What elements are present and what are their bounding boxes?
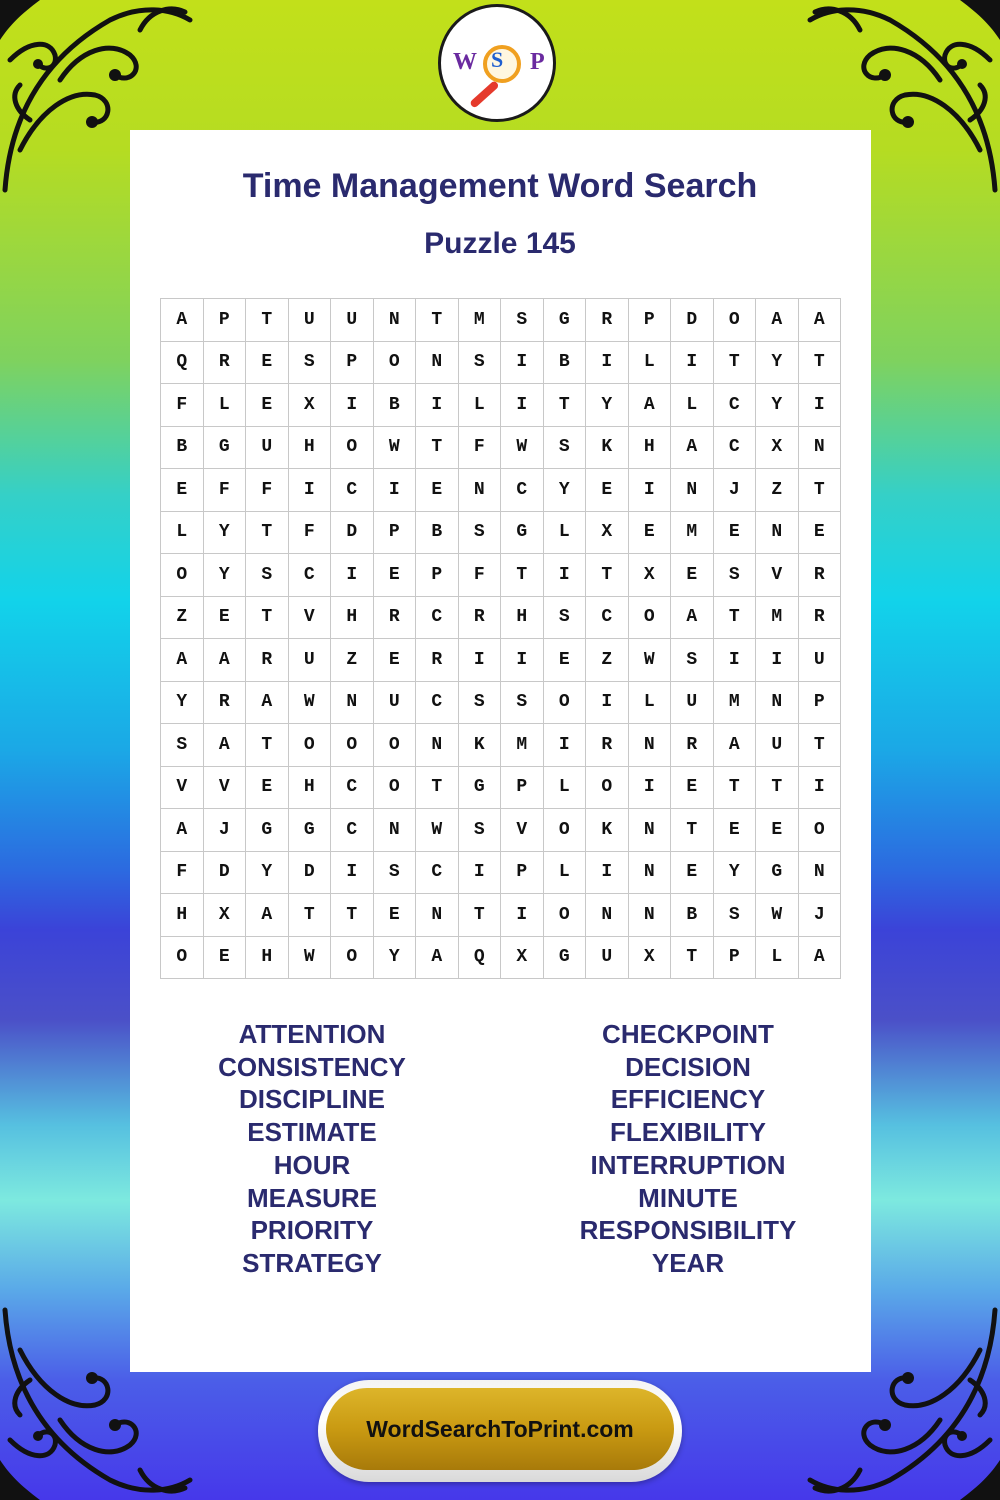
word-list-item: MINUTE: [638, 1182, 738, 1213]
grid-cell: U: [799, 639, 842, 682]
grid-cell: I: [331, 384, 374, 427]
grid-cell: T: [246, 299, 289, 342]
grid-cell: C: [714, 427, 757, 470]
grid-cell: W: [374, 427, 417, 470]
grid-cell: X: [629, 937, 672, 980]
grid-cell: W: [756, 894, 799, 937]
grid-cell: I: [629, 469, 672, 512]
grid-cell: U: [671, 682, 714, 725]
grid-cell: W: [416, 809, 459, 852]
grid-cell: I: [799, 767, 842, 810]
grid-cell: I: [459, 852, 502, 895]
grid-cell: T: [799, 724, 842, 767]
grid-cell: U: [331, 299, 374, 342]
grid-cell: P: [629, 299, 672, 342]
grid-cell: L: [671, 384, 714, 427]
grid-cell: H: [331, 597, 374, 640]
grid-cell: L: [204, 384, 247, 427]
grid-cell: R: [459, 597, 502, 640]
grid-cell: C: [331, 469, 374, 512]
grid-cell: Z: [756, 469, 799, 512]
grid-cell: X: [289, 384, 332, 427]
grid-cell: E: [246, 342, 289, 385]
grid-cell: S: [459, 342, 502, 385]
grid-cell: Y: [204, 554, 247, 597]
grid-cell: E: [374, 639, 417, 682]
magnifier-handle-icon: [469, 80, 500, 109]
word-list-item: HOUR: [273, 1149, 351, 1180]
grid-cell: W: [629, 639, 672, 682]
grid-cell: R: [204, 682, 247, 725]
grid-cell: G: [246, 809, 289, 852]
grid-cell: E: [671, 767, 714, 810]
logo-letter-p: P: [530, 49, 545, 75]
grid-cell: J: [714, 469, 757, 512]
grid-cell: O: [374, 724, 417, 767]
page-title: Time Management Word Search: [242, 167, 758, 205]
word-list-item: CONSISTENCY: [218, 1051, 406, 1082]
grid-cell: N: [331, 682, 374, 725]
grid-cell: G: [459, 767, 502, 810]
grid-cell: N: [459, 469, 502, 512]
word-list-item: EFFICIENCY: [610, 1084, 766, 1115]
grid-cell: H: [289, 427, 332, 470]
grid-cell: A: [756, 299, 799, 342]
grid-cell: T: [671, 809, 714, 852]
grid-cell: G: [544, 299, 587, 342]
grid-cell: I: [289, 469, 332, 512]
grid-cell: R: [416, 639, 459, 682]
puzzle-number: Puzzle 145: [424, 227, 576, 260]
grid-cell: O: [331, 724, 374, 767]
grid-cell: I: [671, 342, 714, 385]
word-list-item: ATTENTION: [238, 1019, 386, 1049]
grid-cell: V: [289, 597, 332, 640]
grid-cell: Z: [586, 639, 629, 682]
grid-cell: Z: [331, 639, 374, 682]
grid-cell: P: [416, 554, 459, 597]
grid-cell: V: [161, 767, 204, 810]
grid-cell: A: [671, 597, 714, 640]
grid-cell: E: [416, 469, 459, 512]
grid-cell: B: [374, 384, 417, 427]
grid-cell: J: [204, 809, 247, 852]
grid-cell: T: [246, 512, 289, 555]
grid-cell: A: [161, 809, 204, 852]
word-list-item: PRIORITY: [250, 1215, 374, 1246]
grid-cell: S: [459, 809, 502, 852]
grid-cell: I: [544, 724, 587, 767]
grid-cell: S: [161, 724, 204, 767]
grid-cell: A: [671, 427, 714, 470]
grid-cell: T: [544, 384, 587, 427]
grid-cell: N: [416, 894, 459, 937]
grid-cell: O: [289, 724, 332, 767]
grid-cell: T: [799, 469, 842, 512]
grid-cell: F: [246, 469, 289, 512]
grid-cell: O: [331, 427, 374, 470]
grid-cell: H: [246, 937, 289, 980]
grid-cell: P: [799, 682, 842, 725]
grid-cell: L: [161, 512, 204, 555]
grid-cell: C: [416, 597, 459, 640]
grid-cell: L: [629, 682, 672, 725]
grid-cell: A: [799, 937, 842, 980]
grid-cell: T: [714, 597, 757, 640]
grid-cell: A: [161, 639, 204, 682]
grid-cell: M: [459, 299, 502, 342]
letter-grid: [160, 298, 841, 979]
grid-cell: A: [161, 299, 204, 342]
grid-cell: U: [246, 427, 289, 470]
grid-cell: P: [331, 342, 374, 385]
grid-cell: T: [459, 894, 502, 937]
word-list-left: [122, 1018, 502, 1280]
grid-cell: O: [161, 554, 204, 597]
grid-cell: J: [799, 894, 842, 937]
grid-cell: M: [756, 597, 799, 640]
grid-cell: E: [544, 639, 587, 682]
grid-cell: E: [246, 384, 289, 427]
grid-cell: E: [204, 937, 247, 980]
grid-cell: I: [629, 767, 672, 810]
grid-cell: S: [246, 554, 289, 597]
grid-cell: S: [459, 512, 502, 555]
grid-cell: P: [501, 852, 544, 895]
grid-cell: H: [501, 597, 544, 640]
grid-cell: O: [544, 809, 587, 852]
grid-cell: V: [204, 767, 247, 810]
grid-cell: T: [416, 767, 459, 810]
grid-cell: I: [501, 342, 544, 385]
wsp-logo: [438, 4, 556, 122]
grid-cell: T: [331, 894, 374, 937]
grid-cell: K: [586, 427, 629, 470]
grid-cell: C: [331, 767, 374, 810]
grid-cell: A: [246, 682, 289, 725]
grid-cell: F: [289, 512, 332, 555]
grid-cell: F: [161, 384, 204, 427]
grid-cell: I: [459, 639, 502, 682]
grid-cell: M: [714, 682, 757, 725]
grid-cell: T: [714, 767, 757, 810]
grid-cell: E: [586, 469, 629, 512]
grid-cell: S: [459, 682, 502, 725]
grid-cell: A: [204, 639, 247, 682]
grid-cell: S: [544, 427, 587, 470]
grid-cell: Y: [586, 384, 629, 427]
grid-cell: N: [671, 469, 714, 512]
grid-cell: R: [586, 299, 629, 342]
website-button-face[interactable]: [326, 1388, 674, 1470]
grid-cell: N: [799, 427, 842, 470]
grid-cell: S: [544, 597, 587, 640]
grid-cell: R: [799, 597, 842, 640]
word-list-item: INTERRUPTION: [590, 1149, 786, 1180]
grid-cell: B: [416, 512, 459, 555]
word-list-item: MEASURE: [246, 1182, 377, 1213]
grid-cell: G: [756, 852, 799, 895]
grid-cell: O: [331, 937, 374, 980]
word-list-item: STRATEGY: [242, 1247, 382, 1278]
grid-cell: U: [289, 299, 332, 342]
grid-cell: L: [629, 342, 672, 385]
grid-cell: E: [714, 512, 757, 555]
grid-cell: T: [246, 724, 289, 767]
grid-cell: S: [501, 299, 544, 342]
word-list-item: DISCIPLINE: [239, 1084, 385, 1115]
grid-cell: S: [501, 682, 544, 725]
grid-cell: T: [416, 427, 459, 470]
grid-cell: G: [289, 809, 332, 852]
grid-cell: L: [459, 384, 502, 427]
grid-cell: W: [501, 427, 544, 470]
grid-cell: S: [714, 554, 757, 597]
grid-cell: I: [799, 384, 842, 427]
grid-cell: Q: [459, 937, 502, 980]
grid-cell: U: [289, 639, 332, 682]
grid-cell: T: [799, 342, 842, 385]
grid-cell: X: [204, 894, 247, 937]
grid-cell: N: [374, 299, 417, 342]
grid-cell: F: [161, 852, 204, 895]
grid-cell: O: [161, 937, 204, 980]
grid-cell: R: [671, 724, 714, 767]
grid-cell: I: [501, 894, 544, 937]
grid-cell: G: [501, 512, 544, 555]
grid-cell: I: [586, 852, 629, 895]
grid-cell: I: [756, 639, 799, 682]
grid-cell: I: [331, 554, 374, 597]
grid-cell: T: [756, 767, 799, 810]
grid-cell: R: [586, 724, 629, 767]
grid-cell: B: [671, 894, 714, 937]
grid-cell: O: [374, 342, 417, 385]
word-list-right: [498, 1018, 878, 1280]
grid-cell: N: [756, 512, 799, 555]
grid-cell: N: [586, 894, 629, 937]
grid-cell: A: [714, 724, 757, 767]
grid-cell: N: [629, 724, 672, 767]
grid-cell: C: [416, 852, 459, 895]
grid-cell: X: [501, 937, 544, 980]
grid-cell: P: [374, 512, 417, 555]
grid-cell: B: [544, 342, 587, 385]
grid-cell: L: [544, 852, 587, 895]
grid-cell: N: [374, 809, 417, 852]
word-list-item: DECISION: [625, 1051, 751, 1082]
grid-cell: M: [501, 724, 544, 767]
grid-cell: Y: [246, 852, 289, 895]
grid-cell: C: [501, 469, 544, 512]
grid-cell: E: [374, 894, 417, 937]
grid-cell: Y: [756, 342, 799, 385]
grid-cell: N: [629, 852, 672, 895]
grid-cell: S: [289, 342, 332, 385]
grid-cell: T: [416, 299, 459, 342]
grid-cell: R: [799, 554, 842, 597]
grid-cell: Q: [161, 342, 204, 385]
grid-cell: N: [799, 852, 842, 895]
grid-cell: X: [629, 554, 672, 597]
grid-cell: I: [714, 639, 757, 682]
grid-cell: C: [331, 809, 374, 852]
grid-cell: I: [331, 852, 374, 895]
grid-cell: P: [204, 299, 247, 342]
grid-cell: A: [416, 937, 459, 980]
grid-cell: R: [246, 639, 289, 682]
grid-cell: G: [204, 427, 247, 470]
grid-cell: N: [416, 342, 459, 385]
grid-cell: Y: [204, 512, 247, 555]
grid-cell: P: [714, 937, 757, 980]
grid-cell: R: [374, 597, 417, 640]
word-list-item: RESPONSIBILITY: [579, 1215, 797, 1246]
grid-cell: D: [331, 512, 374, 555]
grid-cell: P: [501, 767, 544, 810]
grid-cell: T: [289, 894, 332, 937]
grid-cell: I: [586, 342, 629, 385]
grid-cell: G: [544, 937, 587, 980]
grid-cell: E: [629, 512, 672, 555]
grid-cell: B: [161, 427, 204, 470]
grid-cell: U: [756, 724, 799, 767]
grid-cell: F: [459, 427, 502, 470]
grid-cell: O: [629, 597, 672, 640]
word-list-item: YEAR: [651, 1247, 725, 1278]
grid-cell: O: [374, 767, 417, 810]
grid-cell: O: [586, 767, 629, 810]
grid-cell: A: [204, 724, 247, 767]
grid-cell: T: [501, 554, 544, 597]
grid-cell: I: [501, 384, 544, 427]
grid-cell: T: [586, 554, 629, 597]
grid-cell: X: [586, 512, 629, 555]
grid-cell: S: [374, 852, 417, 895]
grid-cell: T: [714, 342, 757, 385]
grid-cell: E: [799, 512, 842, 555]
grid-cell: E: [246, 767, 289, 810]
grid-cell: I: [374, 469, 417, 512]
grid-cell: Y: [544, 469, 587, 512]
grid-cell: D: [289, 852, 332, 895]
grid-cell: N: [416, 724, 459, 767]
grid-cell: I: [501, 639, 544, 682]
website-button[interactable]: [318, 1380, 682, 1482]
grid-cell: O: [799, 809, 842, 852]
grid-cell: A: [629, 384, 672, 427]
grid-cell: K: [459, 724, 502, 767]
grid-cell: O: [544, 682, 587, 725]
grid-cell: S: [671, 639, 714, 682]
grid-cell: H: [289, 767, 332, 810]
grid-cell: A: [246, 894, 289, 937]
grid-cell: Y: [374, 937, 417, 980]
logo-letter-w: W: [453, 49, 477, 75]
grid-cell: L: [756, 937, 799, 980]
grid-cell: H: [161, 894, 204, 937]
grid-cell: O: [544, 894, 587, 937]
grid-cell: D: [671, 299, 714, 342]
website-label: WordSearchToPrint.com: [366, 1415, 634, 1442]
grid-cell: I: [416, 384, 459, 427]
grid-cell: U: [374, 682, 417, 725]
grid-cell: C: [416, 682, 459, 725]
grid-cell: E: [161, 469, 204, 512]
grid-cell: I: [586, 682, 629, 725]
word-list-item: CHECKPOINT: [602, 1019, 774, 1049]
grid-cell: E: [204, 597, 247, 640]
grid-cell: W: [289, 682, 332, 725]
grid-cell: D: [204, 852, 247, 895]
grid-cell: C: [289, 554, 332, 597]
grid-cell: F: [204, 469, 247, 512]
grid-cell: K: [586, 809, 629, 852]
grid-cell: V: [501, 809, 544, 852]
grid-cell: V: [756, 554, 799, 597]
grid-cell: N: [629, 894, 672, 937]
grid-cell: L: [544, 512, 587, 555]
grid-cell: N: [756, 682, 799, 725]
grid-cell: C: [714, 384, 757, 427]
grid-cell: Z: [161, 597, 204, 640]
grid-cell: Y: [756, 384, 799, 427]
grid-cell: E: [756, 809, 799, 852]
word-list-item: ESTIMATE: [247, 1117, 377, 1148]
grid-cell: C: [586, 597, 629, 640]
grid-cell: T: [246, 597, 289, 640]
grid-cell: T: [671, 937, 714, 980]
grid-cell: W: [289, 937, 332, 980]
grid-cell: U: [586, 937, 629, 980]
grid-cell: E: [714, 809, 757, 852]
grid-cell: E: [671, 852, 714, 895]
grid-cell: H: [629, 427, 672, 470]
grid-cell: Y: [161, 682, 204, 725]
grid-cell: F: [459, 554, 502, 597]
grid-cell: R: [204, 342, 247, 385]
grid-cell: M: [671, 512, 714, 555]
grid-cell: N: [629, 809, 672, 852]
logo-letter-s: S: [491, 47, 504, 72]
word-list-item: FLEXIBILITY: [610, 1117, 766, 1148]
grid-cell: S: [714, 894, 757, 937]
grid-cell: L: [544, 767, 587, 810]
grid-cell: X: [756, 427, 799, 470]
grid-cell: Y: [714, 852, 757, 895]
grid-cell: A: [799, 299, 842, 342]
grid-cell: I: [544, 554, 587, 597]
grid-cell: E: [374, 554, 417, 597]
grid-cell: O: [714, 299, 757, 342]
grid-cell: E: [671, 554, 714, 597]
